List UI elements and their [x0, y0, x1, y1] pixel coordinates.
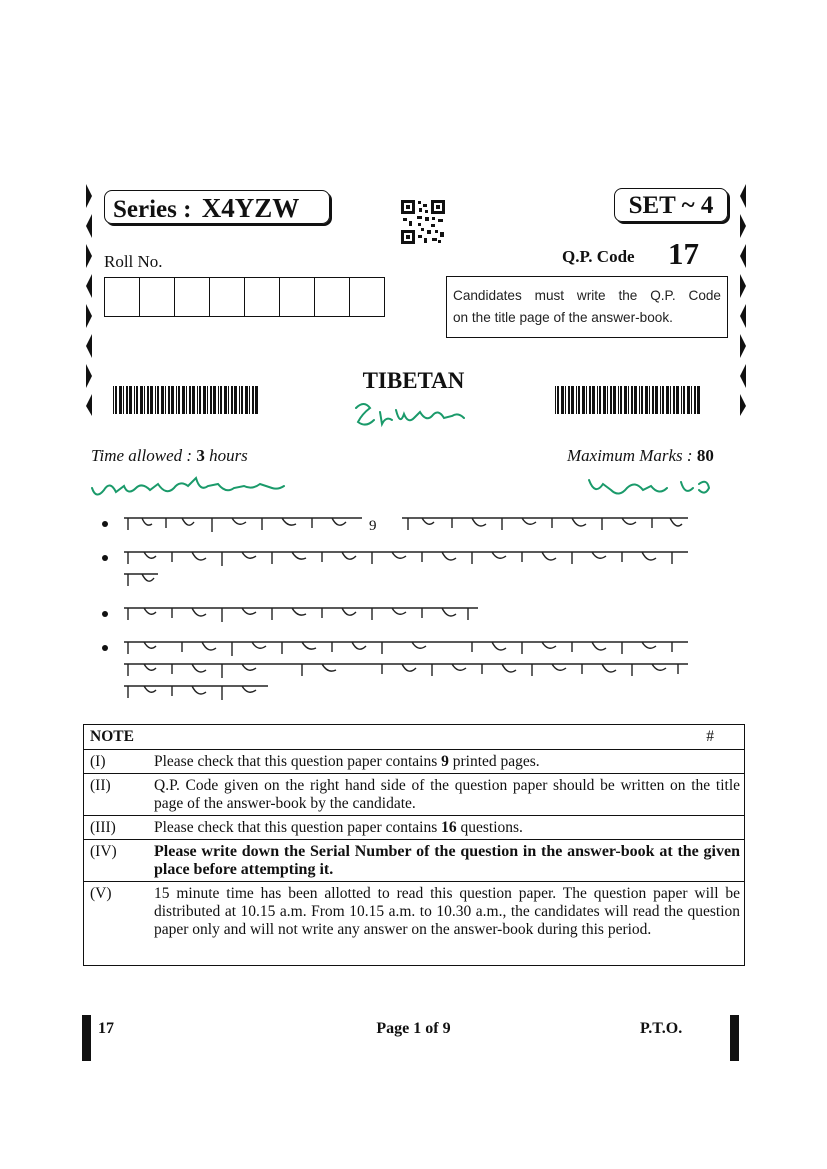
marks-label: Maximum Marks :: [567, 446, 693, 465]
note-text-bold: 16: [441, 819, 457, 836]
note-row: [84, 750, 744, 774]
time-allowed: [91, 446, 248, 466]
series-label: Series :: [113, 196, 192, 223]
series-code: X4YZW: [201, 193, 300, 223]
note-text-bold: 9: [441, 753, 449, 770]
series-box: [104, 190, 330, 224]
tibetan-marks-handwriting: [585, 472, 715, 502]
tibetan-text-line: [122, 636, 690, 658]
candidate-instruction-line: on the title page of the answer-book.: [453, 310, 673, 325]
roll-number-boxes: [104, 277, 384, 317]
note-title: NOTE: [90, 728, 134, 745]
maximum-marks: [567, 446, 714, 466]
tibetan-text-line: [122, 512, 690, 534]
note-text-part: questions.: [456, 819, 523, 836]
roll-number-cell[interactable]: [174, 277, 210, 317]
note-number: (I): [90, 753, 106, 770]
tibetan-instructions: [100, 512, 690, 714]
tibetan-time-handwriting: [88, 470, 288, 504]
note-number: (V): [90, 885, 112, 902]
note-number: (II): [90, 777, 111, 794]
qp-code-value: 17: [668, 236, 699, 271]
tibetan-text-line: [122, 658, 690, 680]
note-heading: [84, 725, 744, 750]
footer-qp-code: 17: [98, 1020, 114, 1037]
time-label: Time allowed :: [91, 446, 193, 465]
roll-number-cell[interactable]: [314, 277, 350, 317]
roll-number-cell[interactable]: [139, 277, 175, 317]
tibetan-text-line: [122, 568, 162, 590]
tibetan-instruction-item: [100, 636, 690, 702]
candidate-instruction-box: [446, 276, 728, 338]
tibetan-instruction-item: [100, 602, 690, 624]
roll-number-cell[interactable]: [104, 277, 140, 317]
candidate-instruction-line: Candidates must write the Q.P. Code: [453, 288, 721, 303]
tibetan-subject-handwriting: [352, 398, 470, 432]
note-text: [154, 753, 740, 771]
tibetan-text-line: [122, 546, 690, 568]
roll-number-cell[interactable]: [279, 277, 315, 317]
footer-page-number: Page 1 of 9: [376, 1020, 451, 1037]
qr-code-icon: [401, 200, 445, 244]
note-row: [84, 840, 744, 882]
note-number: (IV): [90, 843, 117, 860]
note-text: 15 minute time has been allotted to read this question paper. The question paper will be distributed at 10.15 a.m. From 10.15 a.m. to 10.30 a.m., the candidates will read the question paper only and will not write any answer on the answer-book during this period.: [154, 885, 740, 938]
time-unit: hours: [209, 446, 248, 465]
tibetan-instruction-item: [100, 546, 690, 590]
tibetan-instruction-item: [100, 512, 690, 534]
note-text-part: Please check that this question paper contains: [154, 819, 442, 836]
roll-number-cell[interactable]: [349, 277, 385, 317]
subject-title: TIBETAN: [362, 368, 465, 393]
note-text: Please write down the Serial Number of the question in the answer-book at the given place before attempting it.: [154, 843, 740, 878]
tibetan-text-line: [122, 602, 482, 624]
roll-number-cell[interactable]: [209, 277, 245, 317]
set-box: SET ~ 4: [614, 188, 728, 222]
time-value: 3: [196, 446, 205, 465]
roll-number-cell[interactable]: [244, 277, 280, 317]
footer-pto: P.T.O.: [640, 1020, 683, 1037]
note-text: [154, 819, 740, 837]
note-number: (III): [90, 819, 116, 836]
note-hash: #: [706, 728, 714, 745]
note-table: [83, 724, 745, 966]
note-row: [84, 882, 744, 965]
qp-code-label: Q.P. Code: [562, 247, 635, 266]
note-text-part: Please check that this question paper contains: [154, 753, 442, 770]
note-row: [84, 774, 744, 816]
tibetan-text-line: [122, 680, 272, 702]
note-text: Q.P. Code given on the right hand side of the question paper should be written on the title page of the answer-book by the candidate.: [154, 777, 740, 812]
note-text-part: printed pages.: [448, 753, 540, 770]
svg-text:9: 9: [369, 518, 377, 534]
note-row: [84, 816, 744, 840]
roll-number-label: Roll No.: [104, 252, 163, 271]
marks-value: 80: [696, 446, 714, 465]
